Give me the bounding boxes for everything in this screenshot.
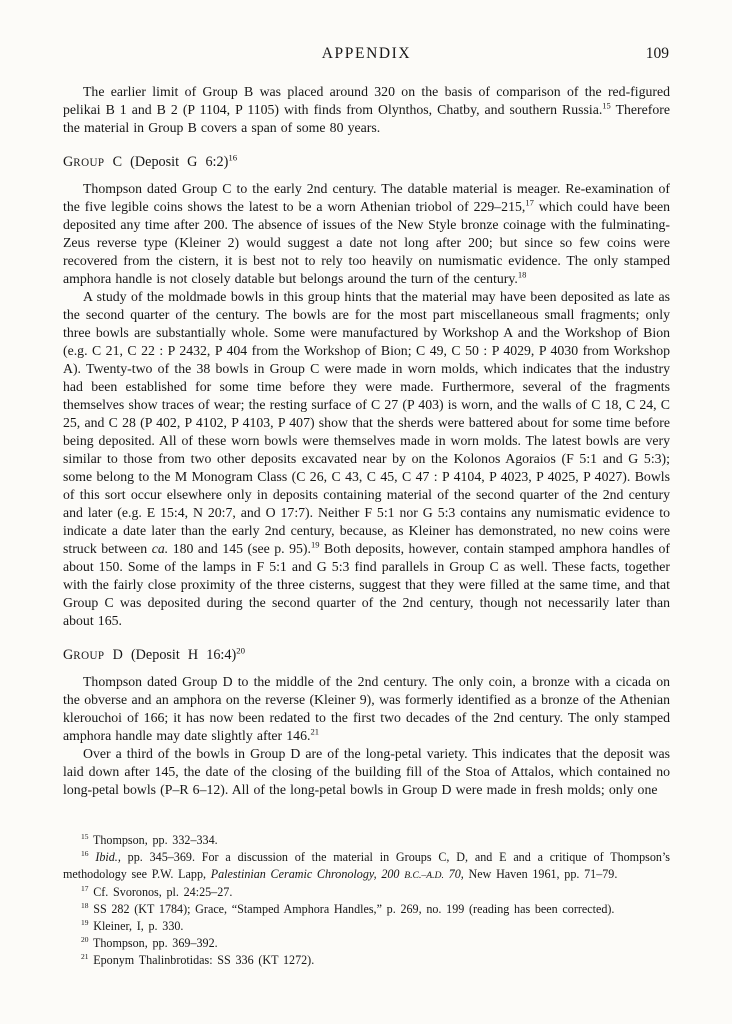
footnote-ref: 15 — [602, 100, 611, 111]
text-segment: D (Deposit H 16:4) — [104, 647, 237, 663]
text-segment: 180 and 145 (see p. 95). — [168, 541, 311, 556]
text-segment: Thompson dated Group D to the middle of the 2nd century. The only coin, a bronze with a cicada on the obverse and an amphora on the reverse (Kleiner 9), was formerly identified as a bronze of the Athenian klerouchoi of 166; it has now been redated to the first two decades of the 2nd century. The only stamped amphora handle may date slightly after 146. — [63, 674, 670, 743]
text-segment: Eponym Thalinbrotidas: SS 336 (KT 1272). — [88, 953, 315, 967]
text-segment: ROUP — [73, 650, 105, 662]
text-segment: pp. 345–369. For a discussion of the material in Groups C, D, and E and a critique of Thompson’s methodology see P.W. Lapp, — [63, 850, 671, 881]
text-segment: Therefore the material in Group B covers a span of some 80 years. — [63, 102, 670, 135]
paragraph — [63, 673, 670, 745]
text-segment: Palestinian Ceramic Chronology, 200 — [210, 867, 405, 881]
text-segment: Thompson, pp. 369–392. — [88, 936, 218, 950]
footnote-ref: 21 — [81, 951, 89, 961]
footnote-ref: 19 — [81, 917, 89, 927]
footnote-ref: 17 — [525, 197, 534, 208]
text-segment: Kleiner, I, p. 330. — [88, 919, 184, 933]
text-segment: B.C.–A.D. — [404, 870, 444, 881]
running-head — [63, 45, 670, 66]
footnote-ref: 16 — [228, 152, 238, 163]
footnote — [63, 832, 670, 849]
text-segment: The earlier limit of Group B was placed around 320 on the basis of comparison of the red-figured pelikai B 1 and B 2 (P 1104, P 1105) with finds from Olynthos, Chatby, and southern Russia. — [63, 84, 670, 117]
footnote-ref: 18 — [517, 269, 527, 280]
paragraph — [63, 180, 670, 288]
footnote — [63, 849, 670, 884]
document-body — [63, 83, 670, 799]
section-heading — [63, 153, 670, 172]
text-segment: ROUP — [73, 157, 105, 169]
text-segment: which could have been deposited any time after 200. The absence of issues of the New Style bronze coinage with the fulminating-Zeus reverse type (Kleiner 2) would suggest a date not long after 200; but since so few coins were recovered from the cistern, it is best not to rely too heavily on numismatic evidence. The only stamped amphora handle is not closely datable but belongs around the turn of the century. — [63, 199, 670, 286]
text-segment: G — [63, 154, 74, 170]
paragraph — [63, 288, 670, 630]
footnote-ref: 17 — [81, 883, 89, 893]
text-segment: ca. — [151, 541, 169, 556]
footnote-ref: 19 — [310, 539, 320, 550]
footnote-ref: 21 — [310, 726, 319, 737]
footnotes-block — [63, 832, 670, 969]
text-segment: A study of the moldmade bowls in this group hints that the material may have been deposited as late as the second quarter of the century. The bowls are for the most part miscellaneous small fragments; only three bowls are substantially whole. Some were manufactured by Workshop A and the Workshop of Bion (e.g. C 21, C 22 : P 2432, P 404 from the Workshop of Bion; C 49, C 50 : P 4029, P 4030 from Workshop A). Twenty-two of the 38 bowls in Group C were made in worn molds, which indicates that the industry had been established for some time before they were made. Furthermore, several of the fragments themselves show traces of wear; the resting surface of C 27 (P 403) is worn, and the walls of C 18, C 24, C 25, and C 28 (P 402, P 4102, P 4103, P 407) show that the sherds were battered about for some time before being deposited. All of these worn bowls were themselves made in worn molds. The latest bowls are very similar to those from two other deposits excavated near by on the Kolonos Agoraios (F 5:1 and G 5:3); some belong to the M Monogram Class (C 26, C 43, C 45, C 47 : P 4104, P 4023, P 4025, P 4027). Bowls of this sort occur elsewhere only in deposits containing material of the second quarter of the 2nd century and later (e.g. E 15:4, N 20:7, and O 17:7). Neither F 5:1 nor G 5:3 contains any numismatic evidence to indicate a date later than the early 2nd century, because, as Kleiner has demonstrated, no new coins were struck between — [63, 289, 670, 556]
footnote — [63, 952, 670, 969]
footnote — [63, 935, 670, 952]
footnote — [63, 918, 670, 935]
footnote-ref: 16 — [81, 848, 89, 858]
text-segment: New Haven 1961, pp. 71–79. — [463, 867, 618, 881]
text-segment: G — [63, 647, 74, 663]
text-segment: Cf. Svoronos, pl. 24:25–27. — [88, 885, 233, 899]
footnote-ref: 20 — [81, 934, 89, 944]
footnote-ref: 20 — [236, 645, 245, 656]
page-title: APPENDIX — [321, 45, 412, 62]
text-segment: Thompson dated Group C to the early 2nd century. The datable material is meager. Re-examination of the five legible coins shows the latest to be a worn Athenian triobol of 229–215, — [63, 181, 670, 214]
section-heading — [63, 646, 670, 665]
page-number: 109 — [645, 45, 669, 62]
text-segment: Thompson, pp. 332–334. — [88, 833, 218, 847]
text-segment: C (Deposit G 6:2) — [104, 154, 229, 170]
footnote-ref: 18 — [81, 900, 89, 910]
footnote — [63, 901, 670, 918]
text-segment: SS 282 (KT 1784); Grace, “Stamped Amphora Handles,” p. 269, no. 199 (reading has been corrected). — [88, 902, 615, 916]
text-segment: Both deposits, however, contain stamped amphora handles of about 150. Some of the lamps in F 5:1 and G 5:3 find parallels in Group C as well. These facts, together with the fairly close proximity of the three cisterns, suggest that they were filled at the same time, and that Group C was deposited during the second quarter of the 2nd century, though not necessarily later than about 165. — [63, 541, 670, 628]
text-segment: 70, — [443, 867, 464, 881]
footnote — [63, 884, 670, 901]
text-segment: Over a third of the bowls in Group D are of the long-petal variety. This indicates that the deposit was laid down after 145, the date of the closing of the building fill of the Stoa of Attalos, which contained no long-petal bowls (P–R 6–12). All of the long-petal bowls in Group D were made in fresh molds; only one — [63, 746, 670, 797]
footnote-ref: 15 — [81, 831, 89, 841]
paragraph — [63, 83, 670, 137]
text-segment: Ibid., — [95, 850, 121, 864]
paragraph — [63, 745, 670, 799]
